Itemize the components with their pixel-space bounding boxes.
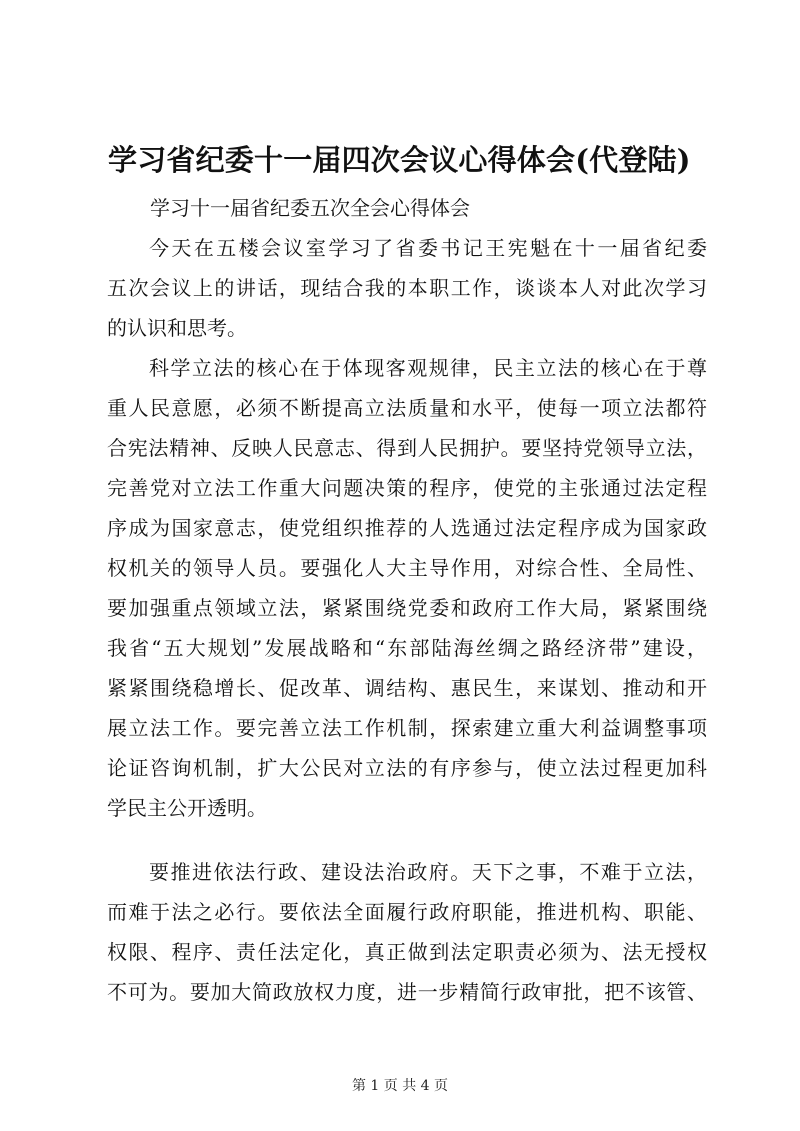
text-line: 要推进依法行政、建设法治政府。天下之事，不难于立法，	[149, 860, 707, 884]
text-line: 展立法工作。要完善立法工作机制，探索建立重大利益调整事项	[107, 716, 707, 740]
text-line: 要加强重点领域立法，紧紧围绕党委和政府工作大局，紧紧围绕	[107, 596, 707, 620]
paragraph-rule-of-law-government	[107, 852, 707, 1012]
document-title: 学习省纪委十一届四次会议心得体会(代登陆)	[108, 143, 691, 177]
text-line: 权机关的领导人员。要强化人大主导作用，对综合性、全局性、	[107, 556, 707, 580]
text-line: 而难于法之必行。要依法全面履行政府职能，推进机构、职能、	[107, 900, 707, 924]
paragraph-spacing	[107, 828, 707, 852]
page-number-footer: 第 1 页 共 4 页	[351, 1078, 449, 1094]
text-line: 今天在五楼会议室学习了省委书记王宪魁在十一届省纪委	[149, 236, 707, 260]
text-line: 合宪法精神、反映人民意志、得到人民拥护。要坚持党领导立法，	[107, 436, 707, 460]
text-line: 紧紧围绕稳增长、促改革、调结构、惠民生，来谋划、推动和开	[107, 676, 707, 700]
text-line: 完善党对立法工作重大问题决策的程序，使党的主张通过法定程	[107, 476, 707, 500]
text-line: 我省“五大规划”发展战略和“东部陆海丝绸之路经济带”建设，	[107, 636, 707, 660]
text-line: 科学立法的核心在于体现客观规律，民主立法的核心在于尊	[149, 356, 707, 380]
document-body	[107, 228, 707, 1012]
document-subtitle: 学习十一届省纪委五次全会心得体会	[150, 196, 470, 220]
text-line: 学民主公开透明。	[107, 796, 267, 820]
paragraph-scientific-legislation	[107, 348, 707, 828]
text-line: 重人民意愿，必须不断提高立法质量和水平，使每一项立法都符	[107, 396, 707, 420]
text-line: 权限、程序、责任法定化，真正做到法定职责必须为、法无授权	[107, 940, 707, 964]
paragraph-intro	[107, 228, 707, 348]
text-line: 的认识和思考。	[107, 316, 247, 340]
text-line: 五次会议上的讲话，现结合我的本职工作，谈谈本人对此次学习	[107, 276, 707, 300]
text-line: 论证咨询机制，扩大公民对立法的有序参与，使立法过程更加科	[107, 756, 707, 780]
text-line: 序成为国家意志，使党组织推荐的人选通过法定程序成为国家政	[107, 516, 707, 540]
text-line: 不可为。要加大简政放权力度，进一步精简行政审批，把不该管、	[107, 980, 707, 1004]
